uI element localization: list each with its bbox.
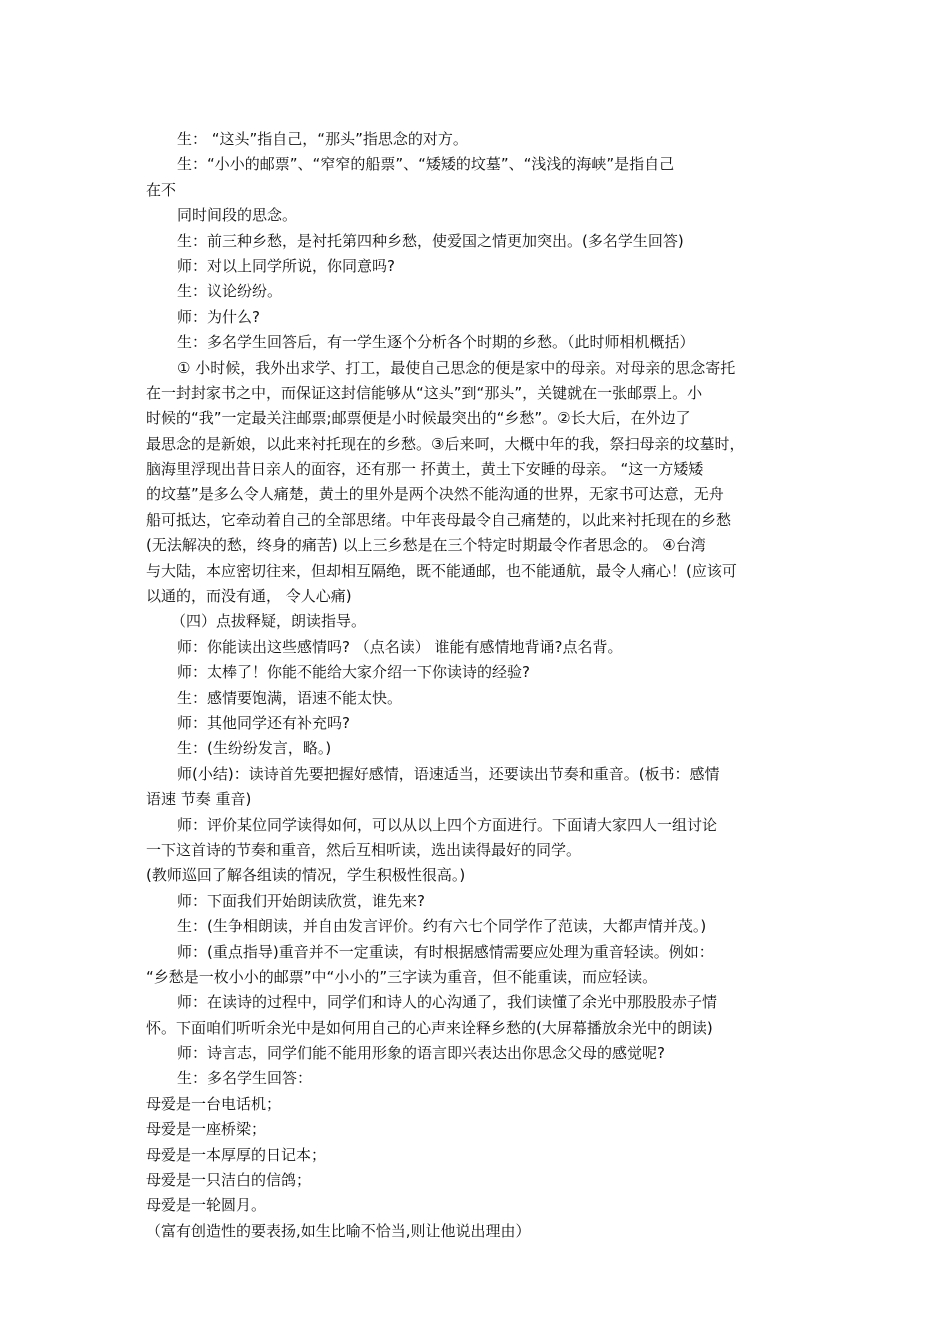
text-line: 师：为什么?	[177, 307, 260, 326]
text-line: 师：诗言志，同学们能不能用形象的语言即兴表达出你思念父母的感觉呢?	[177, 1044, 665, 1063]
text-line: “乡愁是一枚小小的邮票”中“小小的”三字读为重音，但不能重读，而应轻读。	[146, 967, 658, 986]
text-line: 师：下面我们开始朗读欣赏，谁先来?	[177, 891, 425, 910]
text-line: （富有创造性的要表扬,如生比喻不恰当,则让他说出理由）	[146, 1221, 531, 1240]
text-line: 语速 节奏 重音)	[146, 790, 252, 809]
text-line: 生：感情要饱满，语速不能太快。	[177, 688, 403, 707]
text-line: 船可抵达，它牵动着自己的全部思绪。中年丧母最令自己痛楚的，以此来衬托现在的乡愁	[146, 510, 732, 529]
text-line: 脑海里浮现出昔日亲人的面容，还有那一 抔黄土，黄土下安睡的母亲。 “这一方矮矮	[146, 460, 704, 479]
text-line: 师：你能读出这些感情吗? （点名读） 谁能有感情地背诵?点名背。	[177, 637, 623, 656]
text-line: 生：前三种乡愁，是衬托第四种乡愁，使爱国之情更加突出。(多名学生回答)	[177, 231, 684, 250]
text-line: (无法解决的愁，终身的痛苦) 以上三乡愁是在三个特定时期最令作者思念的。 ④台湾	[146, 536, 706, 555]
text-line: ① 小时候，我外出求学、打工，最使自己思念的便是家中的母亲。对母亲的思念寄托	[177, 358, 736, 377]
text-line: 师：评价某位同学读得如何，可以从以上四个方面进行。下面请大家四人一组讨论	[177, 815, 718, 834]
text-line: 一下这首诗的节奏和重音，然后互相听读，选出读得最好的同学。	[146, 840, 582, 859]
text-line: 的坟墓”是多么令人痛楚，黄土的里外是两个决然不能沟通的世界，无家书可达意，无舟	[146, 485, 724, 504]
text-line: 生：议论纷纷。	[177, 282, 283, 301]
list-item: 母爱是一只洁白的信鸽；	[146, 1171, 312, 1190]
list-item: 母爱是一座桥梁；	[146, 1120, 267, 1139]
text-line: 最思念的是新娘，以此来衬托现在的乡愁。③后来呵，大概中年的我，祭扫母亲的坟墓时，	[146, 434, 745, 453]
text-line: 师：在读诗的过程中，同学们和诗人的心沟通了，我们读懂了余光中那股股赤子情	[177, 993, 718, 1012]
text-line: 在不	[146, 180, 177, 199]
text-line: 与大陆，本应密切往来，但却相互隔绝，既不能通邮，也不能通航，最令人痛心！(应该可	[146, 561, 737, 580]
text-line: 生：多名学生回答：	[177, 1069, 313, 1088]
text-line: 生：(生纷纷发言，略。)	[177, 739, 332, 758]
text-line: 师(小结)：读诗首先要把握好感情，语速适当，还要读出节奏和重音。(板书：感情	[177, 764, 720, 783]
list-item: 母爱是一台电话机；	[146, 1094, 282, 1113]
text-line: 师：其他同学还有补充吗?	[177, 713, 350, 732]
text-line: 师：太棒了！你能不能给大家介绍一下你读诗的经验?	[177, 663, 530, 682]
text-line: 生：(生争相朗读，并自由发言评价。约有六七个同学作了范读，大都声情并茂。)	[177, 917, 707, 936]
text-line: 生：“小小的邮票”、“窄窄的船票”、“矮矮的坟墓”、“浅浅的海峡”是指自己	[177, 155, 675, 174]
text-line: (教师巡回了解各组读的情况，学生积极性很高。)	[146, 866, 466, 885]
text-line: 同时间段的思念。	[177, 206, 298, 225]
text-line: 师：(重点指导)重音并不一定重读，有时根据感情需要应处理为重音轻读。例如：	[177, 942, 714, 961]
text-line: 在一封封家书之中，而保证这封信能够从“这头”到“那头”，关键就在一张邮票上。小	[146, 383, 703, 402]
text-line: 怀。下面咱们听听余光中是如何用自己的心声来诠释乡愁的(大屏幕播放余光中的朗读)	[146, 1018, 713, 1037]
list-item: 母爱是一轮圆月。	[146, 1196, 267, 1215]
text-line: 以通的，而没有通， 令人心痛)	[146, 587, 352, 606]
text-line: 生： “这头”指自己，“那头”指思念的对方。	[177, 130, 468, 148]
list-item: 母爱是一本厚厚的日记本；	[146, 1145, 327, 1164]
text-line: 时候的“我”一定最关注邮票;邮票便是小时候最突出的“乡愁”。②长大后，在外边了	[146, 409, 691, 428]
text-line: 师：对以上同学所说，你同意吗?	[177, 256, 395, 275]
text-line: 生：多名学生回答后，有一学生逐个分析各个时期的乡愁。（此时师相机概括）	[177, 333, 695, 352]
section-heading: （四）点拔释疑，朗读指导。	[171, 612, 367, 631]
document-body	[146, 127, 810, 1244]
